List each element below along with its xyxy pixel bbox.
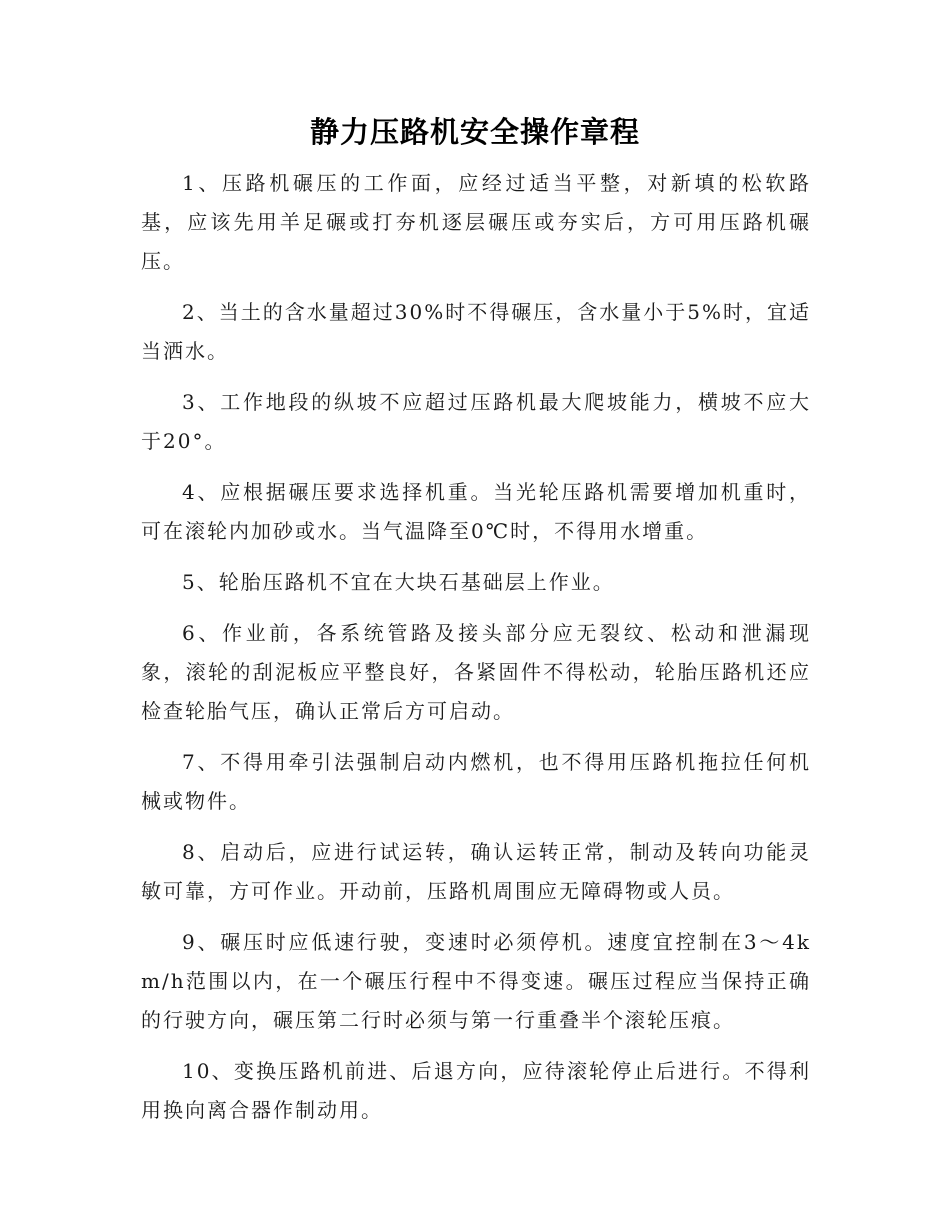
paragraph-10: 10、变换压路机前进、后退方向，应待滚轮停止后进行。不得利用换向离合器作制动用。 bbox=[141, 1059, 811, 1122]
paragraph-6: 6、作业前，各系统管路及接头部分应无裂纹、松动和泄漏现象，滚轮的刮泥板应平整良好，各紧固件不得松动，轮胎压路机还应检查轮胎气压，确认正常后方可启动。 bbox=[141, 621, 811, 723]
paragraph-4: 4、应根据碾压要求选择机重。当光轮压路机需要增加机重时，可在滚轮内加砂或水。当气温降至0℃时，不得用水增重。 bbox=[141, 480, 811, 543]
paragraph-5: 5、轮胎压路机不宜在大块石基础层上作业。 bbox=[182, 570, 615, 594]
paragraph-2: 2、当土的含水量超过30%时不得碾压，含水量小于5%时，宜适当洒水。 bbox=[141, 300, 811, 363]
paragraph-9: 9、碾压时应低速行驶，变速时必须停机。速度宜控制在3～4km/h范围以内，在一个碾压行程中不得变速。碾压过程应当保持正确的行驶方向，碾压第二行时必须与第一行重叠半个滚轮压痕。 bbox=[141, 930, 811, 1032]
paragraph-1: 1、压路机碾压的工作面，应经过适当平整，对新填的松软路基，应该先用羊足碾或打夯机逐层碾压或夯实后，方可用压路机碾压。 bbox=[141, 171, 811, 273]
paragraph-8: 8、启动后，应进行试运转，确认运转正常，制动及转向功能灵敏可靠，方可作业。开动前，压路机周围应无障碍物或人员。 bbox=[141, 840, 811, 903]
document-title: 静力压路机安全操作章程 bbox=[309, 115, 640, 149]
document-body bbox=[141, 164, 811, 1142]
paragraph-7: 7、不得用牵引法强制启动内燃机，也不得用压路机拖拉任何机械或物件。 bbox=[141, 750, 811, 813]
paragraph-3: 3、工作地段的纵坡不应超过压路机最大爬坡能力，横坡不应大于20°。 bbox=[141, 390, 811, 453]
